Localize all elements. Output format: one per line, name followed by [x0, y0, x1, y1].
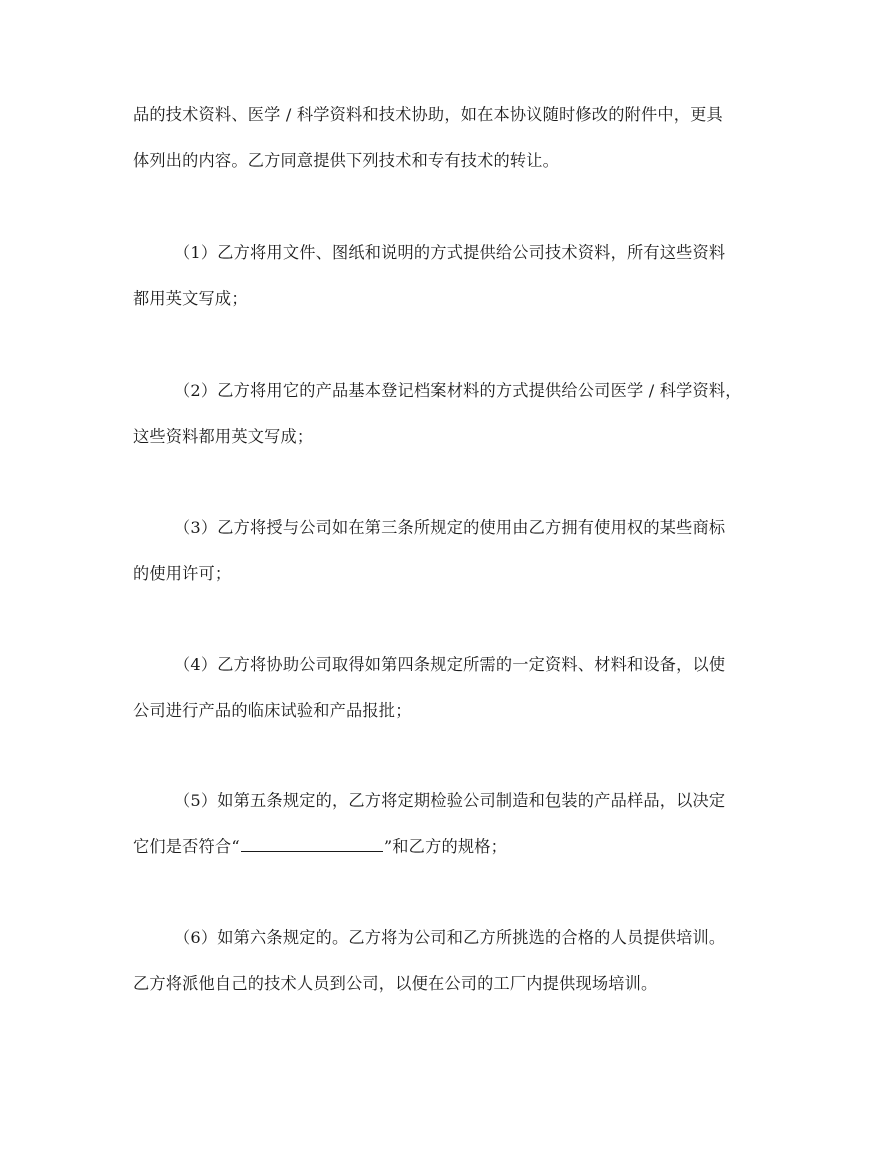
item-4-line-2: 公司进行产品的临床试验和产品报批；	[133, 701, 412, 720]
item-3-line-1: （3）乙方将授与公司如在第三条所规定的使用由乙方拥有使用权的某些商标	[174, 518, 726, 537]
item-5-line-1: （5）如第五条规定的，乙方将定期检验公司制造和包装的产品样品，以决定	[174, 791, 726, 810]
item-5-line-2-before: 它们是否符合“	[133, 837, 240, 856]
blank-underline-field	[241, 837, 383, 852]
item-6-line-2: 乙方将派他自己的技术人员到公司，以便在公司的工厂内提供现场培训。	[133, 974, 658, 993]
item-2-line-2: 这些资料都用英文写成；	[133, 427, 314, 446]
item-5-line-2-after: ”和乙方的规格；	[383, 837, 507, 856]
item-5-line-2	[133, 836, 507, 858]
intro-line-1: 品的技术资料、医学 / 科学资料和技术协助，如在本协议随时修改的附件中，更具	[133, 105, 723, 124]
item-4-line-1: （4）乙方将协助公司取得如第四条规定所需的一定资料、材料和设备，以使	[174, 655, 726, 674]
item-6-line-1: （6）如第六条规定的。乙方将为公司和乙方所挑选的合格的人员提供培训。	[174, 928, 726, 947]
item-3-line-2: 的使用许可；	[133, 564, 232, 583]
item-2-line-1: （2）乙方将用它的产品基本登记档案材料的方式提供给公司医学 / 科学资料，	[174, 381, 742, 400]
item-1-line-1: （1）乙方将用文件、图纸和说明的方式提供给公司技术资料，所有这些资料	[174, 243, 726, 262]
intro-line-2: 体列出的内容。乙方同意提供下列技术和专有技术的转让。	[133, 151, 560, 170]
item-1-line-2: 都用英文写成；	[133, 289, 248, 308]
